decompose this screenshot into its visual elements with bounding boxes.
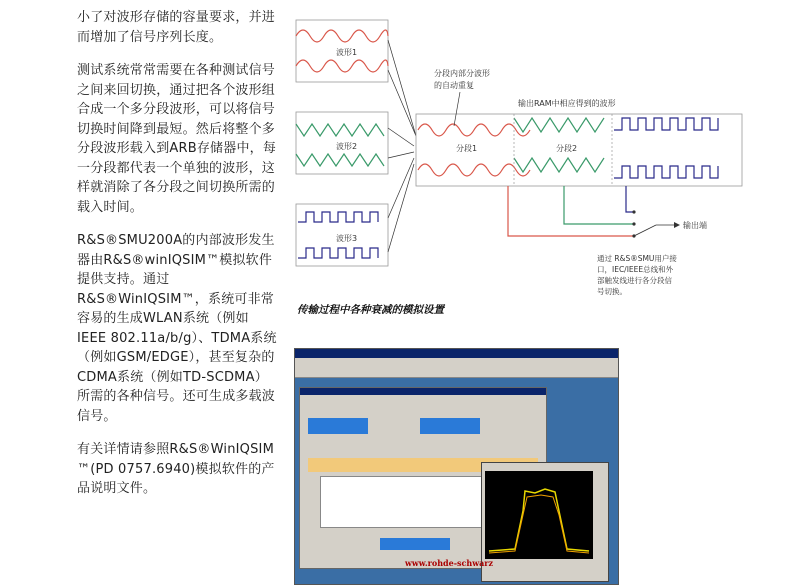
wave3-label: 波形3 [336, 234, 358, 243]
website-url: www.rohde-schwarz [405, 558, 494, 568]
block [308, 418, 368, 434]
spectrum-display [485, 471, 593, 559]
toolbar [295, 367, 618, 378]
figure-caption: 传输过程中各种衰减的模拟设置 [297, 304, 444, 316]
window-titlebar [295, 349, 618, 358]
multi-segment-waveform-diagram [294, 18, 754, 298]
wave2-label: 波形2 [336, 142, 358, 151]
segment2-label: 分段2 [556, 144, 578, 153]
block [420, 418, 480, 434]
block [380, 538, 450, 550]
paragraph: 小了对波形存储的容量要求，并进而增加了信号序列长度。 [77, 10, 276, 45]
paragraph: 测试系统常常需要在各种测试信号之间来回切换，通过把各个波形组合成一个多分段波形，可以将信号切换时间降到最短。然后将整个多分段波形载入到ARB存储器中，每一分段都代表一个单独的波形，这样就消除了各分段之间切换所需的载入时间。 [77, 63, 277, 215]
output-ram-label: 输出RAM中相应得到的波形 [518, 99, 616, 108]
paragraph: R&S®SMU200A的内部波形发生器由R&S®winIQSIM™模拟软件提供支持。通过R&S®WinIQSIM™，系统可非常容易的生成WLAN系统（例如IEEE 802.11a/b/g）、TDMA系统（例如GSM/EDGE），甚至复杂的CDMA系统（例如TD-SCDMA）所需的各种信号。还可生成多载波信号。 [77, 233, 277, 424]
auto-repeat-label: 的自动重复 [434, 81, 474, 90]
menu-bar [295, 358, 618, 367]
switching-note: 通过 R&S®SMU用户接口，IEC/IEEE总线和外部触发线进行各分段信号切换。 [597, 254, 677, 296]
segment1-label: 分段1 [456, 144, 478, 153]
software-screenshot [294, 348, 619, 585]
panel-titlebar [300, 388, 546, 395]
spectrum-window [481, 462, 609, 582]
wave1-label: 波形1 [336, 48, 358, 57]
paragraph: 有关详情请参照R&S®WinIQSIM ™(PD 0757.6940)模拟软件的产品说明文件。 [77, 442, 275, 496]
auto-repeat-label: 分段内部分波形 [434, 69, 490, 78]
output-label: 输出端 [683, 221, 707, 230]
body-text-column [77, 8, 277, 513]
